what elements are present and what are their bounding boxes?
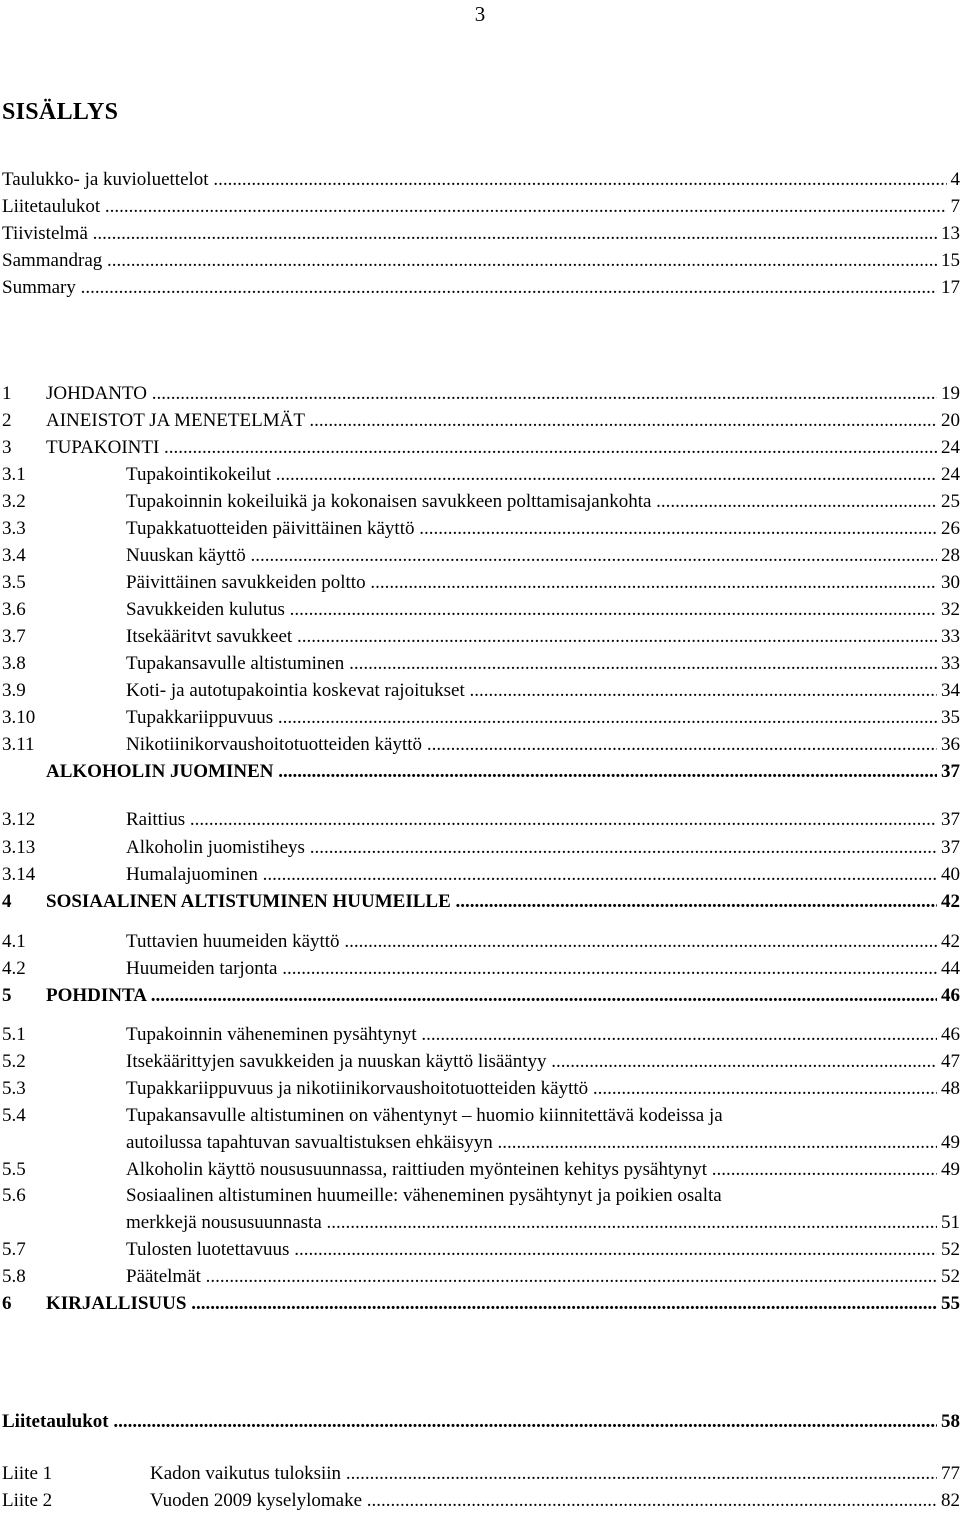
front-matter-entry[interactable] — [0, 166, 960, 194]
entry-page: 36 — [937, 731, 960, 759]
entry-page: 25 — [937, 488, 960, 516]
entry-number: 4 — [2, 891, 12, 912]
toc-subentry[interactable] — [0, 623, 960, 651]
toc-subentry[interactable] — [0, 928, 960, 956]
toc-subentry[interactable] — [0, 704, 960, 732]
entry-title: POHDINTA ..... — [46, 982, 960, 1010]
entry-page: 40 — [937, 861, 960, 889]
toc-subentry[interactable] — [0, 569, 960, 597]
entry-number: 3.7 — [2, 626, 26, 647]
entry-title: Päätelmät ..... — [126, 1263, 960, 1291]
entry-page: 82 — [937, 1487, 960, 1515]
entry-page: 51 — [937, 1209, 960, 1237]
page-number: 3 — [474, 2, 486, 26]
entry-title: Tupakointikokeilut ..... — [126, 461, 960, 489]
toc-subentry[interactable] — [0, 758, 960, 786]
entry-title: Tiivistelmä ..... — [2, 220, 960, 248]
entry-page: 46 — [937, 982, 960, 1010]
front-matter-entry[interactable] — [0, 274, 960, 302]
entry-title: Raittius ..... — [126, 806, 960, 834]
entry-number: 5.2 — [2, 1051, 26, 1072]
entry-page: 35 — [937, 704, 960, 732]
toc-chapter[interactable] — [0, 407, 960, 435]
entry-title: ALKOHOLIN JUOMINEN ..... — [46, 758, 960, 786]
entry-title: Sammandrag ..... — [2, 247, 960, 275]
entry-number: 5.6 — [2, 1185, 26, 1206]
entry-number: 3.14 — [2, 864, 36, 885]
entry-number: 5.4 — [2, 1105, 26, 1126]
entry-page: 42 — [937, 928, 960, 956]
entry-title: Alkoholin käyttö noususuunnassa, raittiuden myönteinen kehitys pysähtynyt ..... — [126, 1156, 960, 1184]
entry-title: Alkoholin juomistiheys ..... — [126, 834, 960, 862]
page-title: SISÄLLYS — [2, 99, 119, 125]
appendix-label: Liite 2 — [2, 1490, 53, 1511]
entry-page: 46 — [937, 1021, 960, 1049]
entry-page: 13 — [937, 220, 960, 248]
entry-title: Summary ..... — [2, 274, 960, 302]
entry-title: Nikotiinikorvaushoitotuotteiden käyttö ..... — [126, 731, 960, 759]
entry-number: 5 — [2, 985, 12, 1006]
entry-page: 24 — [937, 434, 960, 462]
appendix-label: Liite 1 — [2, 1463, 53, 1484]
entry-title: Tupakkatuotteiden päivittäinen käyttö ..... — [126, 515, 960, 543]
entry-number: 5.7 — [2, 1239, 26, 1260]
appendix-entry[interactable] — [0, 1487, 960, 1515]
entry-title: Tupakkariippuvuus ja nikotiinikorvaushoitotuotteiden käyttö ..... — [126, 1075, 960, 1103]
toc-subentry[interactable] — [0, 1021, 960, 1049]
entry-title: SOSIAALINEN ALTISTUMINEN HUUMEILLE ..... — [46, 888, 960, 916]
entry-title: Tupakansavulle altistuminen ..... — [126, 650, 960, 678]
entry-page: 19 — [937, 380, 960, 408]
entry-page: 37 — [937, 758, 960, 786]
entry-number: 2 — [2, 410, 12, 431]
entry-number: 5.5 — [2, 1159, 26, 1180]
entry-page: 30 — [937, 569, 960, 597]
entry-page: 15 — [937, 247, 960, 275]
entry-title: JOHDANTO ..... — [46, 380, 960, 408]
entry-title: Nuuskan käyttö ..... — [126, 542, 960, 570]
entry-number: 3.12 — [2, 809, 36, 830]
entry-page: 26 — [937, 515, 960, 543]
entry-page: 49 — [937, 1156, 960, 1184]
entry-number: 4.2 — [2, 958, 26, 979]
entry-page: 48 — [937, 1075, 960, 1103]
toc-subentry[interactable] — [0, 515, 960, 543]
entry-title: AINEISTOT JA MENETELMÄT ..... — [46, 407, 960, 435]
entry-title: Huumeiden tarjonta ..... — [126, 955, 960, 983]
entry-title: Savukkeiden kulutus ..... — [126, 596, 960, 624]
entry-title: Humalajuominen ..... — [126, 861, 960, 889]
entry-number: 5.8 — [2, 1266, 26, 1287]
entry-page: 52 — [937, 1263, 960, 1291]
entry-page: 49 — [937, 1129, 960, 1157]
entry-title: autoilussa tapahtuvan savualtistuksen ehkäisyyn ..... — [126, 1129, 960, 1157]
entry-page: 20 — [937, 407, 960, 435]
entry-number: 5.1 — [2, 1024, 26, 1045]
entry-page: 34 — [937, 677, 960, 705]
entry-title: Vuoden 2009 kyselylomake ..... — [150, 1487, 960, 1515]
toc-subentry[interactable] — [0, 596, 960, 624]
entry-page: 17 — [937, 274, 960, 302]
front-matter-entry[interactable] — [0, 220, 960, 248]
entry-page: 52 — [937, 1236, 960, 1264]
entry-page: 47 — [937, 1048, 960, 1076]
toc-subentry[interactable] — [0, 861, 960, 889]
toc-subentry[interactable] — [0, 1182, 960, 1210]
toc-subentry[interactable] — [0, 650, 960, 678]
entry-number: 3.4 — [2, 545, 26, 566]
entry-page: 37 — [937, 834, 960, 862]
entry-page: 42 — [937, 888, 960, 916]
toc-subentry[interactable] — [0, 1209, 960, 1237]
toc-subentry[interactable] — [0, 834, 960, 862]
entry-page: 44 — [937, 955, 960, 983]
entry-number: 3.6 — [2, 599, 26, 620]
appendix-header[interactable] — [0, 1408, 960, 1436]
front-matter-entry[interactable] — [0, 193, 960, 221]
entry-page: 33 — [937, 650, 960, 678]
entry-title: Liitetaulukot ..... — [2, 193, 960, 221]
entry-number: 3.10 — [2, 707, 36, 728]
toc-subentry[interactable] — [0, 1075, 960, 1103]
entry-number: 3.1 — [2, 464, 26, 485]
entry-page: 37 — [937, 806, 960, 834]
toc-subentry[interactable] — [0, 461, 960, 489]
toc-chapter[interactable] — [0, 1290, 960, 1318]
entry-number: 5.3 — [2, 1078, 26, 1099]
entry-number: 3 — [2, 437, 12, 458]
entry-title: Tuttavien huumeiden käyttö ..... — [126, 928, 960, 956]
entry-page: 58 — [937, 1408, 960, 1436]
entry-page: 24 — [937, 461, 960, 489]
entry-title: Päivittäinen savukkeiden poltto ..... — [126, 569, 960, 597]
entry-number: 3.13 — [2, 837, 36, 858]
toc-subentry[interactable] — [0, 1156, 960, 1184]
toc-subentry[interactable] — [0, 1129, 960, 1157]
toc-subentry[interactable] — [0, 806, 960, 834]
front-matter-entry[interactable] — [0, 247, 960, 275]
entry-title: Tupakoinnin väheneminen pysähtynyt ..... — [126, 1021, 960, 1049]
entry-page: 77 — [937, 1460, 960, 1488]
toc-subentry[interactable] — [0, 955, 960, 983]
entry-title: Tupakoinnin kokeiluikä ja kokonaisen savukkeen polttamisajankohta ..... — [126, 488, 960, 516]
entry-number: 3.3 — [2, 518, 26, 539]
toc-chapter[interactable] — [0, 434, 960, 462]
entry-title: TUPAKOINTI ..... — [46, 434, 960, 462]
toc-subentry[interactable] — [0, 1102, 960, 1130]
entry-page: 7 — [947, 193, 960, 221]
entry-page: 28 — [937, 542, 960, 570]
toc-subentry[interactable] — [0, 542, 960, 570]
toc-subentry[interactable] — [0, 488, 960, 516]
entry-title: Itsekäärittyjen savukkeiden ja nuuskan käyttö lisääntyy ..... — [126, 1048, 960, 1076]
entry-number: 3.8 — [2, 653, 26, 674]
toc-chapter[interactable] — [0, 888, 960, 916]
toc-subentry[interactable] — [0, 731, 960, 759]
entry-page: 32 — [937, 596, 960, 624]
entry-number: 3.11 — [2, 734, 35, 755]
toc-subentry[interactable] — [0, 1048, 960, 1076]
entry-number: 3.9 — [2, 680, 26, 701]
entry-title: Liitetaulukot ..... — [2, 1408, 960, 1436]
toc-chapter[interactable] — [0, 982, 960, 1010]
entry-page: 33 — [937, 623, 960, 651]
entry-title: merkkejä noususuunnasta ..... — [126, 1209, 960, 1237]
entry-number: 3.2 — [2, 491, 26, 512]
entry-title: Kadon vaikutus tuloksiin ..... — [150, 1460, 960, 1488]
entry-number: 4.1 — [2, 931, 26, 952]
entry-title: Tupakkariippuvuus ..... — [126, 704, 960, 732]
toc-subentry[interactable] — [0, 677, 960, 705]
entry-number: 6 — [2, 1293, 12, 1314]
entry-title: KIRJALLISUUS ..... — [46, 1290, 960, 1318]
toc-chapter[interactable] — [0, 380, 960, 408]
entry-title: Itsekääritvt savukkeet ..... — [126, 623, 960, 651]
entry-number: 1 — [2, 383, 12, 404]
toc-subentry[interactable] — [0, 1236, 960, 1264]
entry-title: Tulosten luotettavuus ..... — [126, 1236, 960, 1264]
appendix-entry[interactable] — [0, 1460, 960, 1488]
entry-title: Taulukko- ja kuvioluettelot ..... — [2, 166, 960, 194]
entry-title: Koti- ja autotupakointia koskevat rajoitukset ..... — [126, 677, 960, 705]
toc-subentry[interactable] — [0, 1263, 960, 1291]
entry-page: 55 — [937, 1290, 960, 1318]
entry-title: Tupakansavulle altistuminen on vähentynyt – huomio kiinnitettävä kodeissa ja — [126, 1105, 723, 1126]
entry-number: 3.5 — [2, 572, 26, 593]
entry-page: 4 — [947, 166, 960, 194]
entry-title: Sosiaalinen altistuminen huumeille: väheneminen pysähtynyt ja poikien osalta — [126, 1185, 722, 1206]
